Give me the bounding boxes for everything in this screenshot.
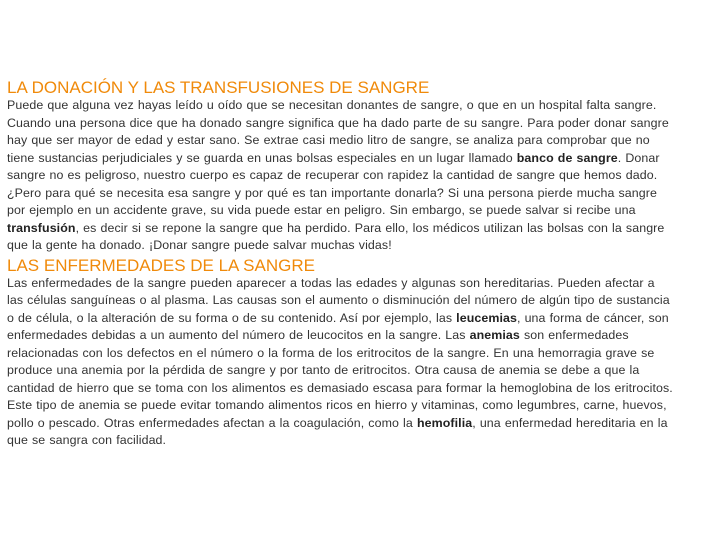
section-heading-donacion: LA DONACIÓN Y LAS TRANSFUSIONES DE SANGRE: [7, 78, 430, 97]
term-transfusion: transfusión: [7, 220, 76, 235]
paragraph-donacion: [7, 97, 720, 255]
paragraph-line: cantidad de hierro que se toma con los alimentos es demasiado escasa para formar la hemoglobina de los eritrocitos.: [7, 380, 673, 395]
paragraph-line: ¿Pero para qué se necesita esa sangre y por qué es tan importante donarla? Si una persona pierde mucha sangre: [7, 185, 657, 200]
term-anemias: anemias: [469, 328, 520, 342]
term-banco-de-sangre: banco de sangre: [516, 150, 618, 165]
paragraph-line: tiene sustancias perjudiciales y se guarda en unas bolsas especiales en un lugar llamado banco de sangre. Donar: [7, 150, 660, 165]
paragraph-line: que la gente ha donado. ¡Donar sangre puede salvar muchas vidas!: [7, 238, 392, 252]
paragraph-line: Las enfermedades de la sangre pueden aparecer a todas las edades y algunas son hereditarias. Pueden afectar a: [7, 275, 655, 290]
paragraph-line: por ejemplo en un accidente grave, su vida puede estar en peligro. Sin embargo, se puede salvar si recibe una: [7, 203, 636, 217]
paragraph-line: las células sanguíneas o al plasma. Las causas son el aumento o disminución del número de algún tipo de sustancia: [7, 293, 670, 307]
paragraph-line: Puede que alguna vez hayas leído u oído que se necesitan donantes de sangre, o que en un hospital falta sangre.: [7, 98, 657, 112]
paragraph-line: transfusión, es decir si se repone la sangre que ha perdido. Para ello, los médicos utilizan las bolsas con la sangre: [7, 220, 665, 235]
document-content: [7, 78, 720, 450]
paragraph-line: relacionadas con los defectos en el número o la forma de los eritrocitos de la sangre. En una hemorragia grave se: [7, 345, 655, 360]
term-leucemias: leucemias: [456, 310, 517, 325]
paragraph-line: que se sangra con facilidad.: [7, 433, 167, 447]
paragraph-line: hay que ser mayor de edad y estar sano. Se extrae casi medio litro de sangre, se analiza para comprobar que no: [7, 133, 650, 147]
paragraph-line: o de célula, o la alteración de su forma o de su contenido. Así por ejemplo, las leucemias, una forma de cáncer, son: [7, 310, 669, 325]
paragraph-line: produce una anemia por la pérdida de sangre y por tanto de eritrocitos. Otra causa de anemia se debe a que la: [7, 363, 640, 377]
paragraph-line: Cuando una persona dice que ha donado sangre significa que ha dado parte de su sangre. Para poder donar sangre: [7, 115, 669, 130]
paragraph-enfermedades: [7, 275, 720, 450]
paragraph-line: pollo o pescado. Otras enfermedades afectan a la coagulación, como la hemofilia, una enfermedad hereditaria en la: [7, 415, 668, 430]
term-hemofilia: hemofilia: [416, 415, 473, 430]
paragraph-line: Este tipo de anemia se puede evitar tomando alimentos ricos en hierro y vitaminas, como legumbres, carne, huevos,: [7, 398, 667, 412]
section-heading-enfermedades: LAS ENFERMEDADES DE LA SANGRE: [7, 255, 315, 275]
paragraph-line: enfermedades debidas a un aumento del número de leucocitos en la sangre. Las anemias son enfermedades: [7, 328, 629, 342]
paragraph-line: sangre no es peligroso, nuestro cuerpo es capaz de recuperar con rapidez la cantidad de sangre que hemos dado.: [7, 168, 658, 182]
